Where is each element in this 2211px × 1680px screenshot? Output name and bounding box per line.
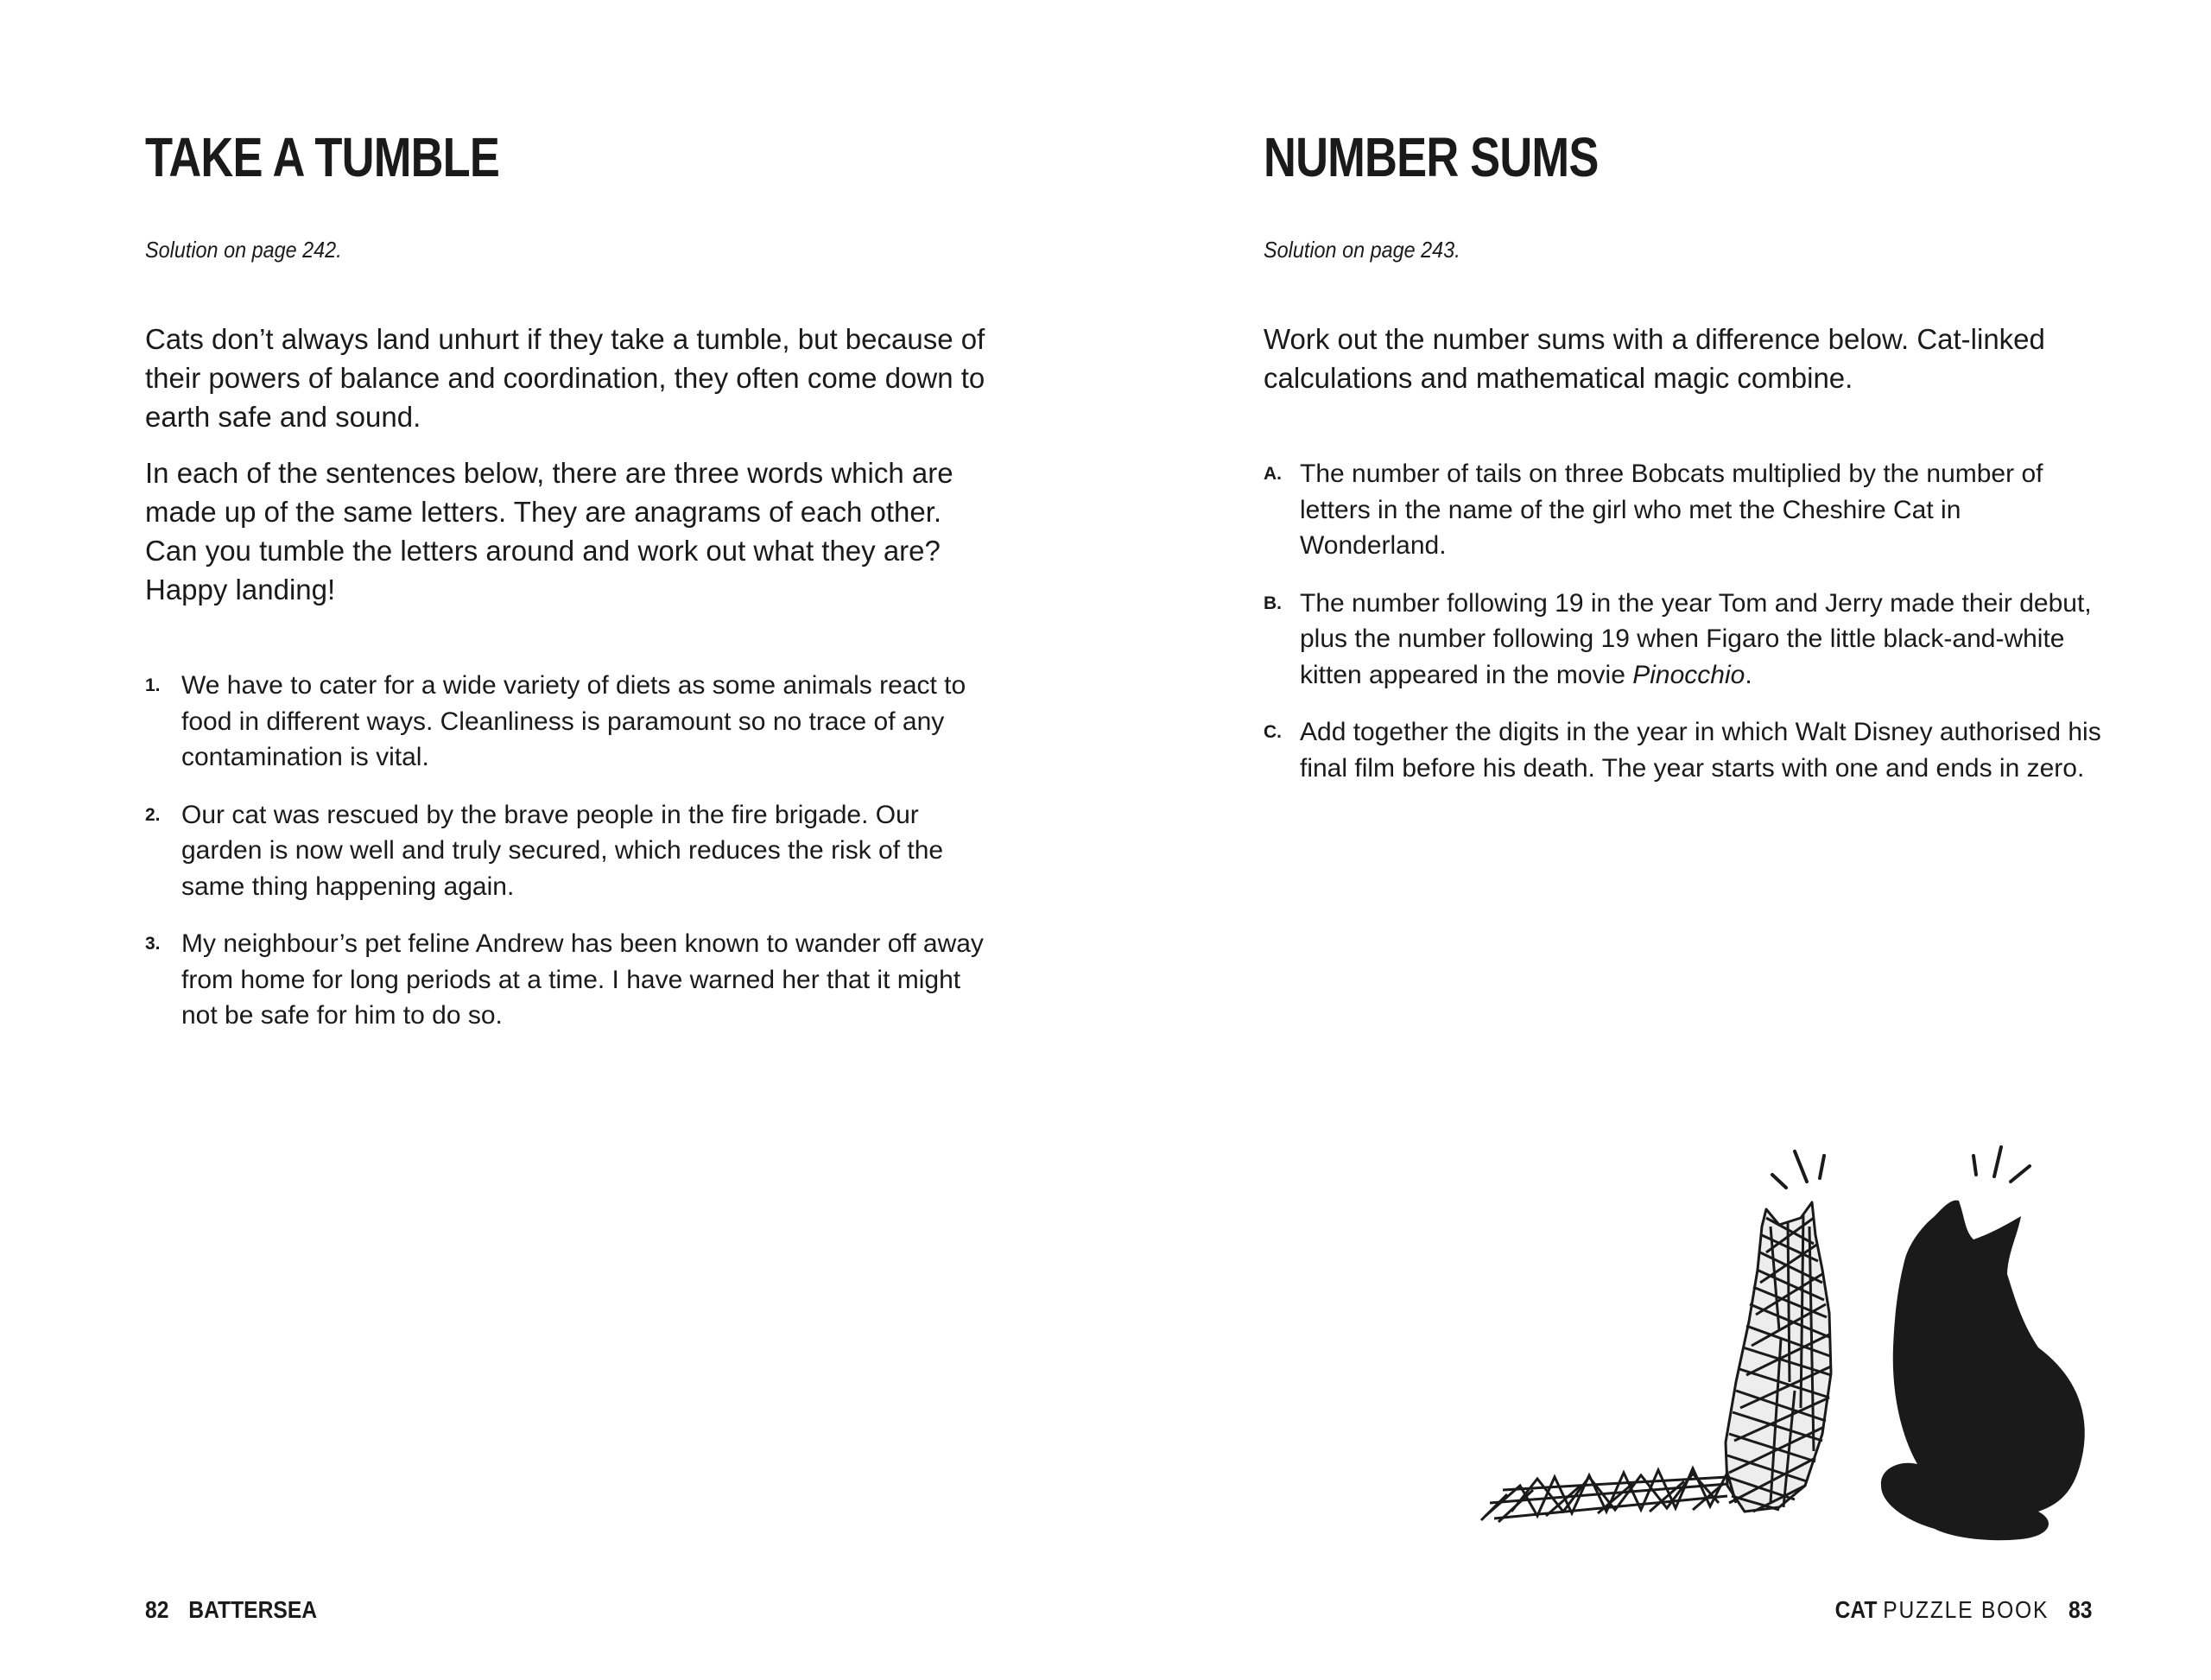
item-text: We have to cater for a wide variety of diets as some animals react to food in different ways. Cleanliness is paramount so no trace of any contamination is vital.: [181, 671, 966, 771]
page-footer: [145, 1598, 317, 1622]
item-text: The number of tails on three Bobcats multiplied by the number of letters in the name of the girl who met the Cheshire Cat in Wonderland.: [1300, 460, 2043, 560]
list-item: [145, 668, 991, 776]
item-text-part: The number following 19 in the year Tom and Jerry made their debut, plus the number following 19 when Figaro the little black-and-white kitten appeared in the movie: [1300, 588, 2092, 689]
footer-label-light: PUZZLE BOOK: [1882, 1596, 2049, 1623]
item-text: My neighbour’s pet feline Andrew has been known to wander off away from home for long periods at a time. I have warned her that it might not be safe for him to do so.: [181, 929, 984, 1030]
puzzle-list: [145, 668, 991, 1056]
item-marker: A.: [1264, 464, 1282, 484]
movie-title: Pinocchio: [1632, 660, 1745, 689]
list-item: [145, 797, 991, 905]
list-item: [145, 926, 991, 1034]
intro-paragraph: Cats don’t always land unhurt if they take a tumble, but because of their powers of balance and coordination, they often come down to earth safe and sound.: [145, 323, 985, 433]
page-number: 83: [2068, 1596, 2092, 1623]
item-text: Add together the digits in the year in which Walt Disney authorised his final film before his death. The year starts with one and ends in zero.: [1300, 718, 2101, 783]
two-cats-illustration-icon: [1468, 1123, 2107, 1555]
item-text: [1300, 589, 2092, 689]
surprise-lines-icon: [1973, 1147, 2030, 1182]
list-item: [1264, 586, 2110, 694]
item-marker: 1.: [145, 675, 161, 695]
page-number: 82: [145, 1596, 169, 1623]
item-marker: C.: [1264, 722, 1282, 742]
item-marker: 3.: [145, 934, 161, 954]
page-footer: [1834, 1598, 2092, 1622]
page-title: TAKE A TUMBLE: [145, 126, 500, 188]
black-cat-icon: [1881, 1201, 2085, 1541]
item-marker: 2.: [145, 804, 161, 825]
list-item: [1264, 456, 2110, 564]
item-text-part: .: [1745, 660, 1752, 689]
footer-label: BATTERSEA: [188, 1596, 318, 1623]
surprise-lines-icon: [1772, 1151, 1824, 1188]
solution-note: Solution on page 243.: [1264, 237, 1460, 263]
scribble-cat-icon: [1726, 1202, 1831, 1512]
puzzle-list: [1264, 456, 2110, 808]
item-marker: B.: [1264, 593, 1282, 613]
item-text: Our cat was rescued by the brave people in the fire brigade. Our garden is now well and truly secured, which reduces the risk of the same thing happening again.: [181, 800, 944, 901]
intro-paragraph: Work out the number sums with a difference below. Cat-linked calculations and mathematical magic combine.: [1264, 323, 2045, 394]
scribble-tail-icon: [1481, 1468, 1736, 1522]
page-title: NUMBER SUMS: [1264, 126, 1599, 188]
solution-note: Solution on page 242.: [145, 237, 342, 263]
intro-paragraph: In each of the sentences below, there are three words which are made up of the same letters. They are anagrams of each other. Can you tumble the letters around and work out what they are? Happy landing!: [145, 457, 953, 605]
list-item: [1264, 714, 2110, 786]
footer-label-bold: CAT: [1834, 1596, 1877, 1623]
